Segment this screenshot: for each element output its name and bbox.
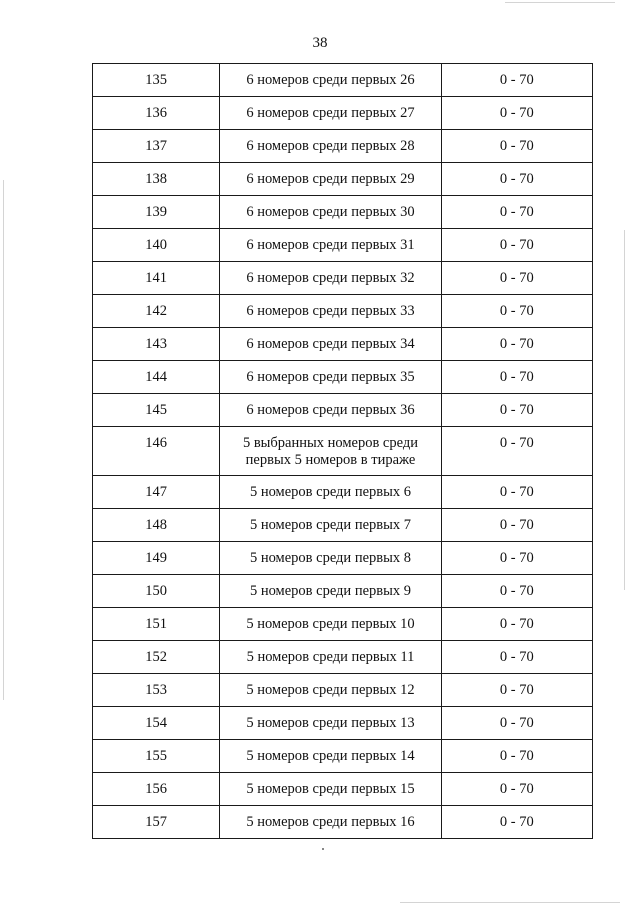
table-row <box>93 328 593 361</box>
row-number-cell: 147 <box>93 476 220 509</box>
row-range-cell: 0 - 70 <box>441 229 592 262</box>
row-description-cell: 6 номеров среди первых 33 <box>220 295 441 328</box>
row-number-cell: 150 <box>93 575 220 608</box>
row-description-cell: 5 номеров среди первых 10 <box>220 608 441 641</box>
row-description-cell: 5 номеров среди первых 9 <box>220 575 441 608</box>
row-description-cell: 5 номеров среди первых 13 <box>220 707 441 740</box>
row-range-cell: 0 - 70 <box>441 97 592 130</box>
row-description-cell: 6 номеров среди первых 29 <box>220 163 441 196</box>
row-description-cell: 5 номеров среди первых 8 <box>220 542 441 575</box>
table-row <box>93 427 593 476</box>
table-row <box>93 229 593 262</box>
row-description-cell: 5 номеров среди первых 11 <box>220 641 441 674</box>
table-row <box>93 608 593 641</box>
row-number-cell: 155 <box>93 740 220 773</box>
scan-dot <box>322 848 324 850</box>
row-number-cell: 149 <box>93 542 220 575</box>
table-row <box>93 64 593 97</box>
row-number-cell: 152 <box>93 641 220 674</box>
row-description-cell: 5 выбранных номеров среди первых 5 номеров в тираже <box>220 427 441 476</box>
table-row <box>93 130 593 163</box>
row-description-cell: 6 номеров среди первых 34 <box>220 328 441 361</box>
table-row <box>93 509 593 542</box>
row-range-cell: 0 - 70 <box>441 740 592 773</box>
row-number-cell: 151 <box>93 608 220 641</box>
row-range-cell: 0 - 70 <box>441 394 592 427</box>
table-body <box>93 64 593 839</box>
row-range-cell: 0 - 70 <box>441 196 592 229</box>
row-range-cell: 0 - 70 <box>441 707 592 740</box>
row-number-cell: 135 <box>93 64 220 97</box>
row-description-cell: 5 номеров среди первых 12 <box>220 674 441 707</box>
row-range-cell: 0 - 70 <box>441 163 592 196</box>
table-row <box>93 196 593 229</box>
row-number-cell: 148 <box>93 509 220 542</box>
page-number: 38 <box>312 35 328 51</box>
table-row <box>93 806 593 839</box>
table-row <box>93 707 593 740</box>
scan-edge-top <box>505 2 615 3</box>
table-row <box>93 163 593 196</box>
row-number-cell: 146 <box>93 427 220 476</box>
row-range-cell: 0 - 70 <box>441 806 592 839</box>
table-row <box>93 641 593 674</box>
row-range-cell: 0 - 70 <box>441 608 592 641</box>
row-description-cell: 5 номеров среди первых 14 <box>220 740 441 773</box>
table-row <box>93 773 593 806</box>
row-number-cell: 154 <box>93 707 220 740</box>
row-range-cell: 0 - 70 <box>441 328 592 361</box>
row-description-cell: 5 номеров среди первых 15 <box>220 773 441 806</box>
scan-edge-left <box>3 180 4 700</box>
row-range-cell: 0 - 70 <box>441 542 592 575</box>
row-number-cell: 137 <box>93 130 220 163</box>
table-row <box>93 394 593 427</box>
row-description-cell: 5 номеров среди первых 16 <box>220 806 441 839</box>
row-number-cell: 141 <box>93 262 220 295</box>
table-row <box>93 575 593 608</box>
row-description-cell: 6 номеров среди первых 32 <box>220 262 441 295</box>
row-range-cell: 0 - 70 <box>441 575 592 608</box>
row-number-cell: 139 <box>93 196 220 229</box>
row-range-cell: 0 - 70 <box>441 295 592 328</box>
row-description-cell: 6 номеров среди первых 27 <box>220 97 441 130</box>
row-number-cell: 142 <box>93 295 220 328</box>
row-description-cell: 5 номеров среди первых 7 <box>220 509 441 542</box>
row-number-cell: 138 <box>93 163 220 196</box>
row-number-cell: 153 <box>93 674 220 707</box>
row-range-cell: 0 - 70 <box>441 262 592 295</box>
row-range-cell: 0 - 70 <box>441 427 592 476</box>
row-number-cell: 144 <box>93 361 220 394</box>
row-range-cell: 0 - 70 <box>441 130 592 163</box>
table-row <box>93 97 593 130</box>
row-range-cell: 0 - 70 <box>441 641 592 674</box>
scan-edge-bottom <box>400 902 620 903</box>
row-description-cell: 6 номеров среди первых 30 <box>220 196 441 229</box>
table-row <box>93 476 593 509</box>
row-range-cell: 0 - 70 <box>441 476 592 509</box>
row-number-cell: 136 <box>93 97 220 130</box>
row-range-cell: 0 - 70 <box>441 509 592 542</box>
table-row <box>93 361 593 394</box>
row-description-cell: 6 номеров среди первых 36 <box>220 394 441 427</box>
table-row <box>93 542 593 575</box>
row-number-cell: 156 <box>93 773 220 806</box>
row-range-cell: 0 - 70 <box>441 674 592 707</box>
row-description-cell: 5 номеров среди первых 6 <box>220 476 441 509</box>
row-number-cell: 145 <box>93 394 220 427</box>
row-number-cell: 140 <box>93 229 220 262</box>
table-row <box>93 674 593 707</box>
row-description-cell: 6 номеров среди первых 35 <box>220 361 441 394</box>
table-row <box>93 262 593 295</box>
row-number-cell: 143 <box>93 328 220 361</box>
row-range-cell: 0 - 70 <box>441 64 592 97</box>
row-description-cell: 6 номеров среди первых 31 <box>220 229 441 262</box>
row-range-cell: 0 - 70 <box>441 361 592 394</box>
lottery-table <box>92 63 593 839</box>
table-row <box>93 740 593 773</box>
row-number-cell: 157 <box>93 806 220 839</box>
row-description-cell: 6 номеров среди первых 26 <box>220 64 441 97</box>
scan-edge-right <box>624 230 625 590</box>
row-description-cell: 6 номеров среди первых 28 <box>220 130 441 163</box>
row-range-cell: 0 - 70 <box>441 773 592 806</box>
table-row <box>93 295 593 328</box>
